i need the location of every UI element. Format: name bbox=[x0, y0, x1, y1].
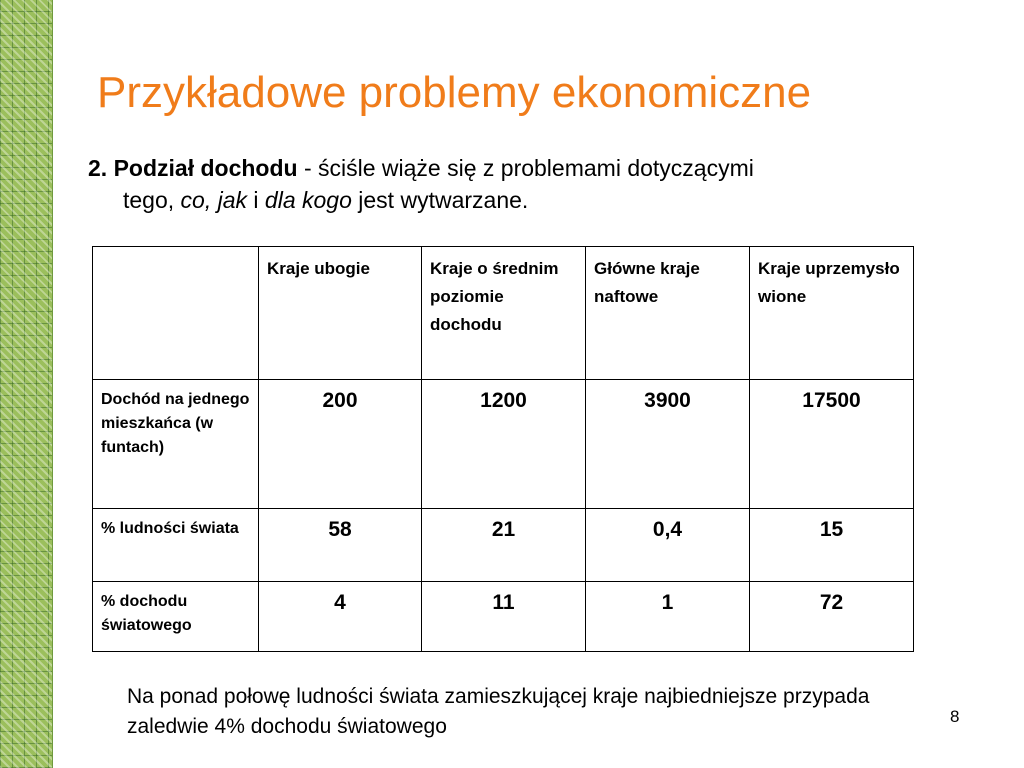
table-row bbox=[93, 509, 914, 582]
table-header-cell: Kraje o średnim poziomie dochodu bbox=[422, 247, 586, 380]
slide-title: Przykładowe problemy ekonomiczne bbox=[97, 68, 812, 117]
summary-note: Na ponad połowę ludności świata zamieszkującej kraje najbiedniejsze przypada zaledwie 4% dochodu światowego bbox=[127, 685, 870, 738]
table-cell: 11 bbox=[422, 582, 586, 652]
point-line-2 bbox=[88, 184, 948, 216]
point-text-1: - ściśle wiąże się z problemami dotyczącymi bbox=[297, 155, 754, 181]
table-header-cell bbox=[93, 247, 259, 380]
table-cell: 200 bbox=[259, 380, 422, 509]
table-cell: 4 bbox=[259, 582, 422, 652]
point-text-2b: i bbox=[247, 187, 265, 213]
point-line-1 bbox=[88, 152, 948, 184]
table-header-cell: Kraje ubogie bbox=[259, 247, 422, 380]
point-text-2a: tego, bbox=[123, 187, 181, 213]
table-cell: 58 bbox=[259, 509, 422, 582]
table-cell: 17500 bbox=[750, 380, 914, 509]
income-distribution-table bbox=[92, 246, 914, 652]
table-header-cell: Główne kraje naftowe bbox=[586, 247, 750, 380]
table-cell: 72 bbox=[750, 582, 914, 652]
table-header-cell: Kraje uprzemysło wione bbox=[750, 247, 914, 380]
point-text-2c: jest wytwarzane. bbox=[351, 187, 529, 213]
page-number: 8 bbox=[950, 707, 960, 726]
bullet-point bbox=[88, 152, 948, 216]
table-cell: 21 bbox=[422, 509, 586, 582]
point-heading: 2. Podział dochodu bbox=[88, 155, 298, 181]
table-cell: 0,4 bbox=[586, 509, 750, 582]
point-emphasis-2: dla kogo bbox=[264, 187, 352, 213]
table-cell: 1200 bbox=[422, 380, 586, 509]
point-emphasis-1: co, jak bbox=[180, 187, 248, 213]
decorative-side-stripe bbox=[0, 0, 53, 768]
table-row bbox=[93, 380, 914, 509]
table-row bbox=[93, 582, 914, 652]
table-cell: 1 bbox=[586, 582, 750, 652]
table-row-label: % ludności świata bbox=[93, 509, 259, 582]
table-cell: 3900 bbox=[586, 380, 750, 509]
table-header-row bbox=[93, 247, 914, 380]
table-cell: 15 bbox=[750, 509, 914, 582]
table-row-label: % dochodu światowego bbox=[93, 582, 259, 652]
table-row-label: Dochód na jednego mieszkańca (w funtach) bbox=[93, 380, 259, 509]
